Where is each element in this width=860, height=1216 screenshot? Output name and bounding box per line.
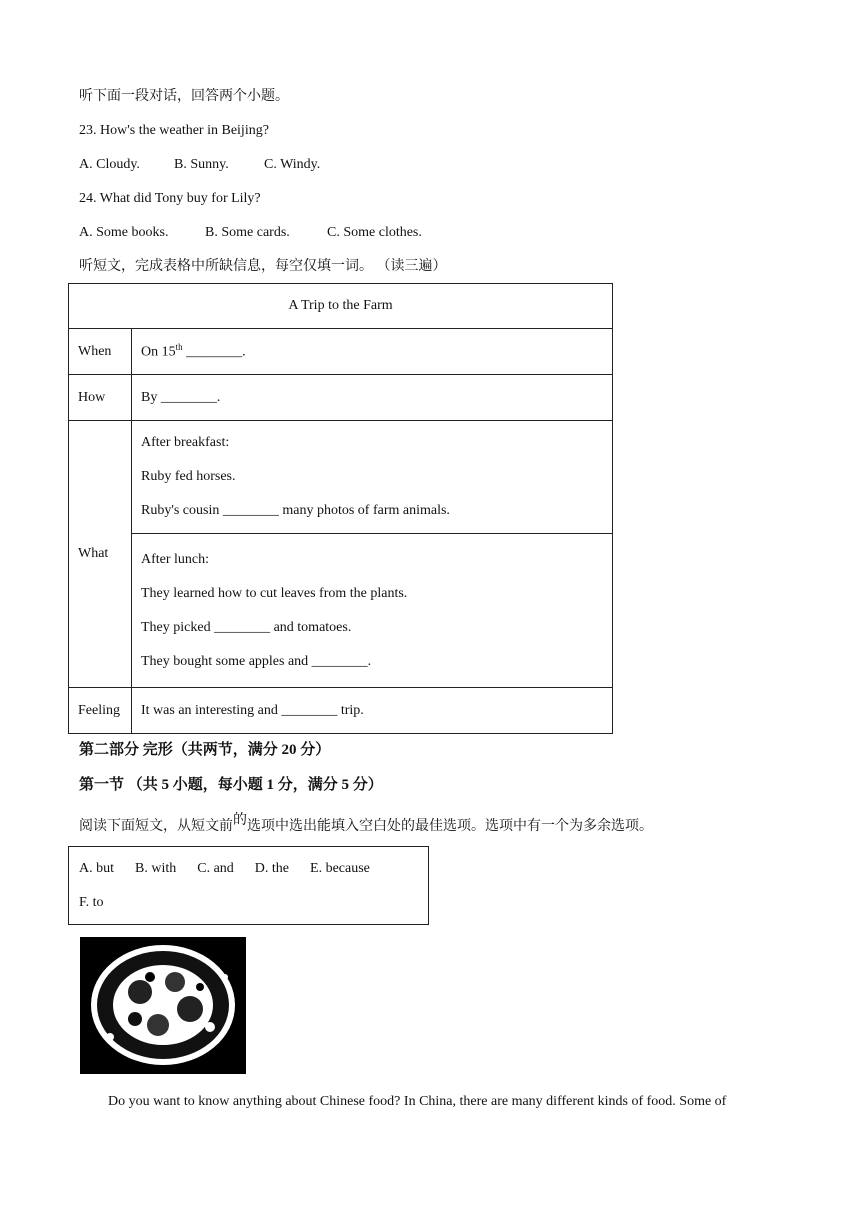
option-f: F. to [79, 895, 104, 910]
farm-trip-table [68, 283, 613, 734]
q23-option-b: B. Sunny. [174, 157, 229, 172]
question-23-options [79, 156, 320, 174]
lunch-line: They picked ________ and tomatoes. [141, 619, 352, 635]
q24-option-b: B. Some cards. [205, 225, 290, 240]
food-photo [80, 937, 246, 1074]
instruction-raised-char: 的 [233, 813, 247, 828]
option-e: E. because [310, 861, 370, 876]
how-value: By ________. [132, 375, 613, 421]
breakfast-line: Ruby fed horses. [141, 469, 236, 484]
lunch-line: After lunch: [141, 551, 210, 567]
what-after-breakfast [132, 421, 613, 534]
table-title: A Trip to the Farm [69, 284, 613, 329]
instruction-pre: 阅读下面短文，从短文前 [79, 819, 233, 834]
lunch-line: They bought some apples and ________. [141, 653, 372, 669]
instruction-post: 选项中选出能填入空白处的最佳选项。选项中有一个为多余选项。 [247, 819, 653, 834]
table-instruction: 听短文，完成表格中所缺信息，每空仅填一词。 （读三遍） [79, 259, 447, 274]
feeling-label: Feeling [69, 688, 132, 734]
listening-instruction: 听下面一段对话，回答两个小题。 [79, 89, 289, 104]
q23-option-a: A. Cloudy. [79, 157, 140, 172]
question-24-stem: 24. What did Tony buy for Lily? [79, 191, 261, 206]
when-label: When [69, 329, 132, 375]
q24-option-c: C. Some clothes. [327, 225, 422, 240]
option-d: D. the [254, 861, 290, 876]
when-blank: ________. [182, 344, 246, 360]
options-row [79, 861, 370, 877]
question-23-stem: 23. How's the weather in Beijing? [79, 123, 269, 138]
q23-option-c: C. Windy. [264, 157, 321, 172]
question-24-options [79, 224, 422, 242]
how-label: How [69, 375, 132, 421]
option-c: C. and [197, 861, 234, 876]
when-cell [132, 329, 613, 375]
food-photo-graphic [80, 937, 246, 1074]
when-pre: On 15 [141, 344, 176, 360]
word-options-box [68, 846, 429, 925]
section1-heading: 第一节 （共 5 小题，每小题 1 分，满分 5 分） [79, 777, 383, 793]
breakfast-line: Ruby's cousin ________ many photos of farm animals. [141, 503, 450, 518]
part2-heading: 第二部分 完形（共两节，满分 20 分） [79, 742, 331, 758]
feeling-value: It was an interesting and ________ trip. [132, 688, 613, 734]
what-label: What [69, 421, 132, 688]
option-b: B. with [135, 861, 177, 876]
q24-option-a: A. Some books. [79, 225, 169, 240]
lunch-line: They learned how to cut leaves from the plants. [141, 585, 408, 601]
what-after-lunch [132, 534, 613, 688]
passage-first-line: Do you want to know anything about Chinese food? In China, there are many different kinds of food. Some of [108, 1094, 727, 1109]
option-a: A. but [79, 861, 114, 876]
cloze-instruction [79, 813, 653, 836]
when-superscript: th [175, 342, 183, 353]
breakfast-line: After breakfast: [141, 435, 230, 450]
